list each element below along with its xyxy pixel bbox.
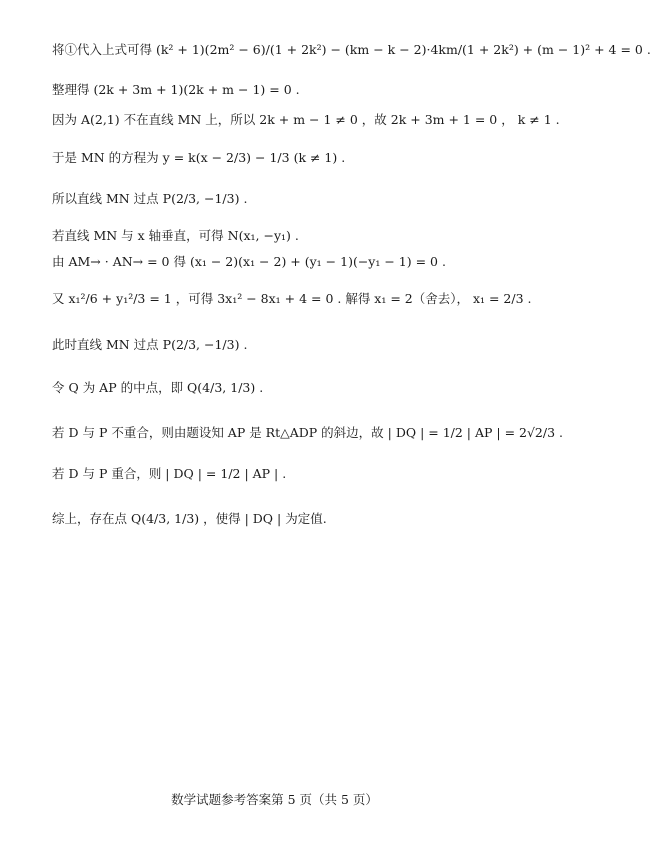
- line-2: 整理得 (2k + 3m + 1)(2k + m − 1) = 0 .: [52, 82, 300, 97]
- line-5: 所以直线 MN 过点 P(2/3, −1/3) .: [52, 191, 248, 206]
- line-1: 将①代入上式可得 (k² + 1)(2m² − 6)/(1 + 2k²) − (km − k − 2)·4km/(1 + 2k²) + (m − 1)² + 4 = 0 .: [52, 42, 651, 57]
- line-3: 因为 A(2,1) 不在直线 MN 上，所以 2k + m − 1 ≠ 0 ，故 2k + 3m + 1 = 0 ， k ≠ 1 .: [52, 112, 560, 127]
- line-4: 于是 MN 的方程为 y = k(x − 2/3) − 1/3 (k ≠ 1) .: [52, 150, 346, 165]
- line-13: 综上，存在点 Q(4/3, 1/3) ，使得 | DQ | 为定值.: [52, 511, 327, 526]
- line-6: 若直线 MN 与 x 轴垂直，可得 N(x₁, −y₁) .: [52, 228, 299, 243]
- line-10: 令 Q 为 AP 的中点，即 Q(4/3, 1/3) .: [52, 380, 264, 395]
- line-12: 若 D 与 P 重合，则 | DQ | = 1/2 | AP | .: [52, 466, 287, 481]
- line-7: 由 AM→ · AN→ = 0 得 (x₁ − 2)(x₁ − 2) + (y₁ − 1)(−y₁ − 1) = 0 .: [52, 254, 446, 269]
- page-footer: 数学试题参考答案第 5 页（共 5 页）: [171, 792, 378, 807]
- line-9: 此时直线 MN 过点 P(2/3, −1/3) .: [52, 337, 248, 352]
- line-8: 又 x₁²/6 + y₁²/3 = 1 ，可得 3x₁² − 8x₁ + 4 = 0 . 解得 x₁ = 2（舍去）， x₁ = 2/3 .: [52, 291, 532, 306]
- line-11: 若 D 与 P 不重合，则由题设知 AP 是 Rt△ADP 的斜边，故 | DQ | = 1/2 | AP | = 2√2/3 .: [52, 425, 563, 440]
